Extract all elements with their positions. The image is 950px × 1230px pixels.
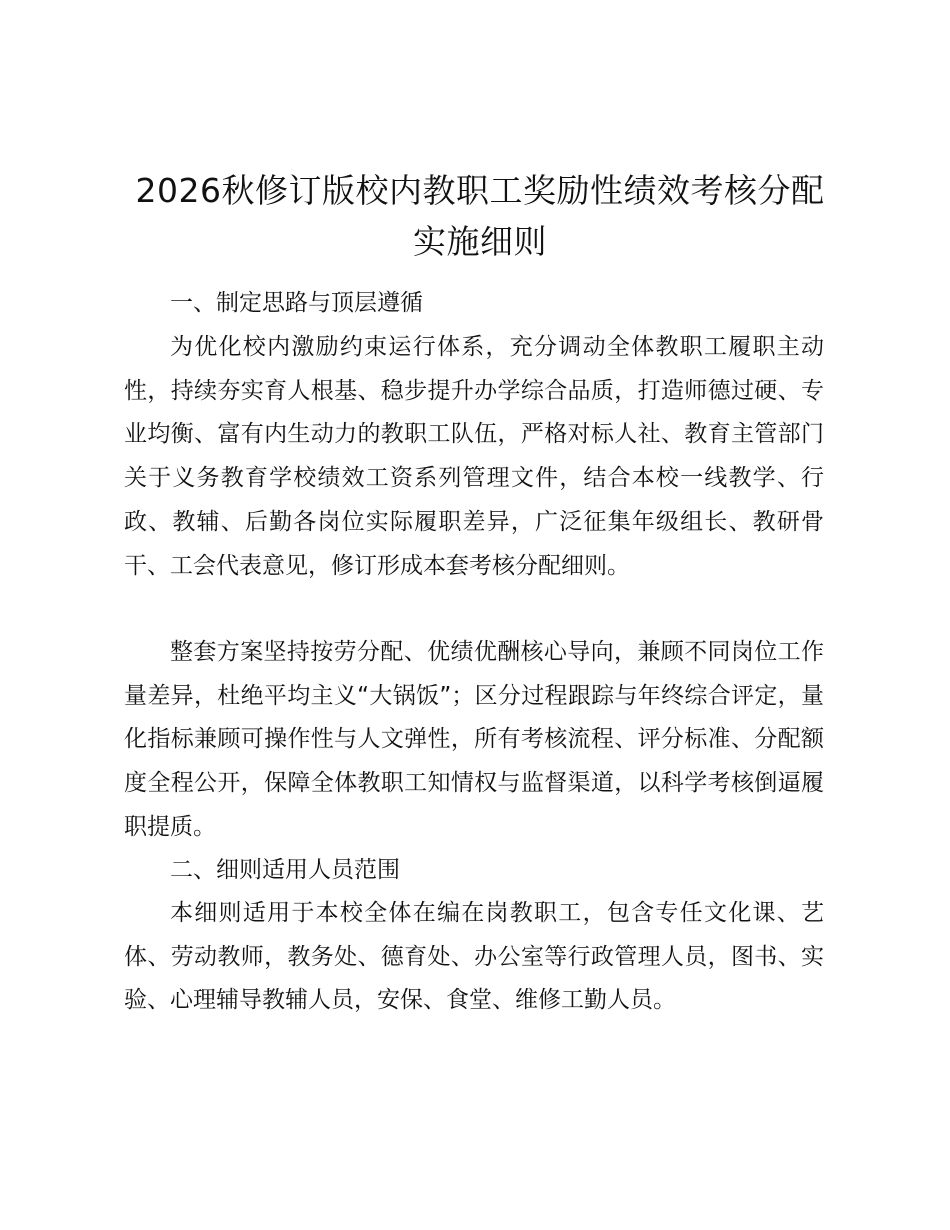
- paragraph-orientation: 整套方案坚持按劳分配、优绩优酬核心导向，兼顾不同岗位工作量差异，杜绝平均主义“大锅饭”；区分过程跟踪与年终综合评定，量化指标兼顾可操作性与人文弹性，所有考核流程、评分标准、分配额度全程公开，保障全体教职工知情权与监督渠道，以科学考核倒逼履职提质。: [124, 639, 824, 840]
- section-heading-scope-principles: 一、制定思路与顶层遵循: [170, 290, 423, 316]
- paragraph-purpose: 为优化校内激励约束运行体系，充分调动全体教职工履职主动性，持续夯实育人根基、稳步提升办学综合品质，打造师德过硬、专业均衡、富有内生动力的教职工队伍，严格对标人社、教育主管部门关于义务教育学校绩效工资系列管理文件，结合本校一线教学、行政、教辅、后勤各岗位实际履职差异，广泛征集年级组长、教研骨干、工会代表意见，修订形成本套考核分配细则。: [124, 334, 824, 579]
- section-heading-applicable-personnel: 二、细则适用人员范围: [170, 857, 400, 883]
- document-title-line-2: 实施细则: [413, 222, 547, 261]
- paragraph-applicable-personnel: 本细则适用于本校全体在编在岗教职工，包含专任文化课、艺体、劳动教师，教务处、德育处、办公室等行政管理人员，图书、实验、心理辅导教辅人员，安保、食堂、维修工勤人员。: [124, 900, 824, 1014]
- document-title-line-1: 2026秋修订版校内教职工奖励性绩效考核分配: [135, 171, 825, 210]
